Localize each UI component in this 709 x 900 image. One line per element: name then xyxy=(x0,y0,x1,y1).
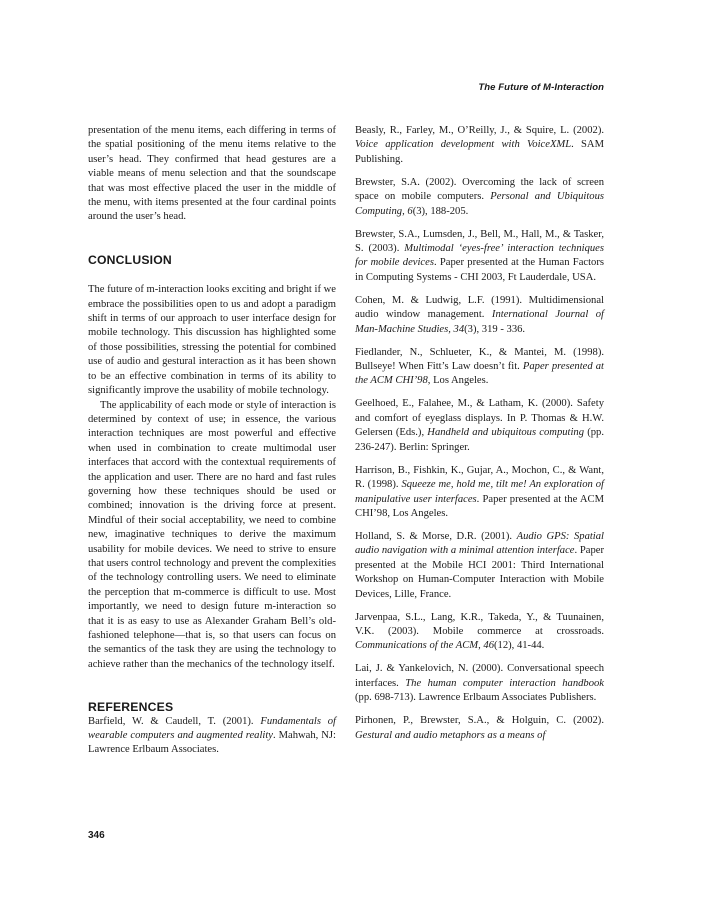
conclusion-heading: CONCLUSION xyxy=(88,252,172,267)
reference-entry: Lai, J. & Yankelovich, N. (2000). Conversational speech interfaces. The human computer interaction handbook (pp. 698-713). Lawrence Erlbaum Associates Publishers. xyxy=(355,663,605,704)
page-number: 346 xyxy=(88,830,105,841)
reference-entry: Beasly, R., Farley, M., O’Reilly, J., & Squire, L. (2002). Voice application development with VoiceXML. SAM Publishing. xyxy=(355,125,605,165)
reference-entry: Jarvenpaa, S.L., Lang, K.R., Takeda, Y., & Tuunainen, V.K. (2003). Mobile commerce at crossroads. Communications of the ACM, 46(12), 41-44. xyxy=(355,611,604,652)
running-head: The Future of M-Interaction xyxy=(478,82,604,93)
left-column xyxy=(88,124,336,766)
reference-entry: Holland, S. & Morse, D.R. (2001). Audio GPS: Spatial audio navigation with a minimal attention interface. Paper presented at the Mobile HCI 2001: Third International Workshop on Human-Computer Interaction with Mobile Devices, Lille, France. xyxy=(355,530,604,600)
reference-entry: Brewster, S.A. (2002). Overcoming the lack of screen space on mobile computers. Personal and Ubiquitous Computing, 6(3), 188-205. xyxy=(355,176,604,217)
conclusion-paragraph-2: The applicability of each mode or style of interaction is determined by context of use; in essence, the various interaction techniques are most powerful and effective when used in combination to create multimodal user interfaces that accord with the contextual requirements of the application and user. There are no hard and fast rules governing how these techniques should be used or combined; innovation is the driving force at present. Mindful of their social acceptability, we need to combine new, imaginative techniques to derive the maximum usability for mobile devices. We need to strive to ensure that users control technology and prevent the complexities of the technology controlling users. We need to eliminate the perception that m-commerce is difficult to use. Most importantly, we need to design future m-interaction so that it is as easy to use as Alexander Graham Bell’s old-fashioned telephone—that is, so that users can focus on the semantics of the task they are using the technology to achieve rather than the mechanics of the technology itself. xyxy=(88,399,336,670)
reference-entry: Fiedlander, N., Schlueter, K., & Mantei, M. (1998). Bullseye! When Fitt’s Law doesn’t fit. Paper presented at the ACM CHI’98, Los Angeles. xyxy=(355,346,605,387)
reference-entry: Pirhonen, P., Brewster, S.A., & Holguin, C. (2002). Gestural and audio metaphors as a means of xyxy=(355,715,604,741)
right-column xyxy=(355,124,604,752)
references-heading: REFERENCES xyxy=(88,700,174,715)
intro-paragraph: presentation of the menu items, each differing in terms of the spatial positioning of the menu items relative to the user’s head. They confirmed that head gestures are a viable means of menu selection and that the soundscape that was most effective placed the user in the middle of the menu, with items presented at the four cardinal points around the user’s head. xyxy=(88,125,336,223)
reference-entry: Harrison, B., Fishkin, K., Gujar, A., Mochon, C., & Want, R. (1998). Squeeze me, hold me, tilt me! An exploration of manipulative user interfaces. Paper presented at the ACM CHI’98, Los Angeles. xyxy=(355,464,604,519)
reference-entry: Barfield, W. & Caudell, T. (2001). Fundamentals of wearable computers and augmented reality. Mahwah, NJ: Lawrence Erlbaum Associates. xyxy=(88,715,336,756)
reference-entry: Brewster, S.A., Lumsden, J., Bell, M., Hall, M., & Tasker, S. (2003). Multimodal ‘eyes-free’ interaction techniques for mobile devices. Paper presented at the Human Factors in Computing Systems - CHI 2003, Ft Lauderdale, USA. xyxy=(355,228,604,283)
reference-entry: Geelhoed, E., Falahee, M., & Latham, K. (2000). Safety and comfort of eyeglass displays. In P. Thomas & H.W. Gelersen (Eds.), Handheld and ubiquitous computing (pp. 236-247). Berlin: Springer. xyxy=(355,398,605,453)
conclusion-paragraph-1: The future of m-interaction looks exciting and bright if we embrace the possibilities open to us and adopt a paradigm shift in terms of our approach to user interface design for mobile technology. This discussion has highlighted some of those possibilities, stressing the potential for combined use of audio and gestural interaction as it has been shown to be an effective combination in terms of its ability to significantly improve the usability of mobile technology. xyxy=(88,284,336,397)
reference-entry: Cohen, M. & Ludwig, L.F. (1991). Multidimensional audio window management. International Journal of Man-Machine Studies, 34(3), 319 - 336. xyxy=(355,294,605,335)
